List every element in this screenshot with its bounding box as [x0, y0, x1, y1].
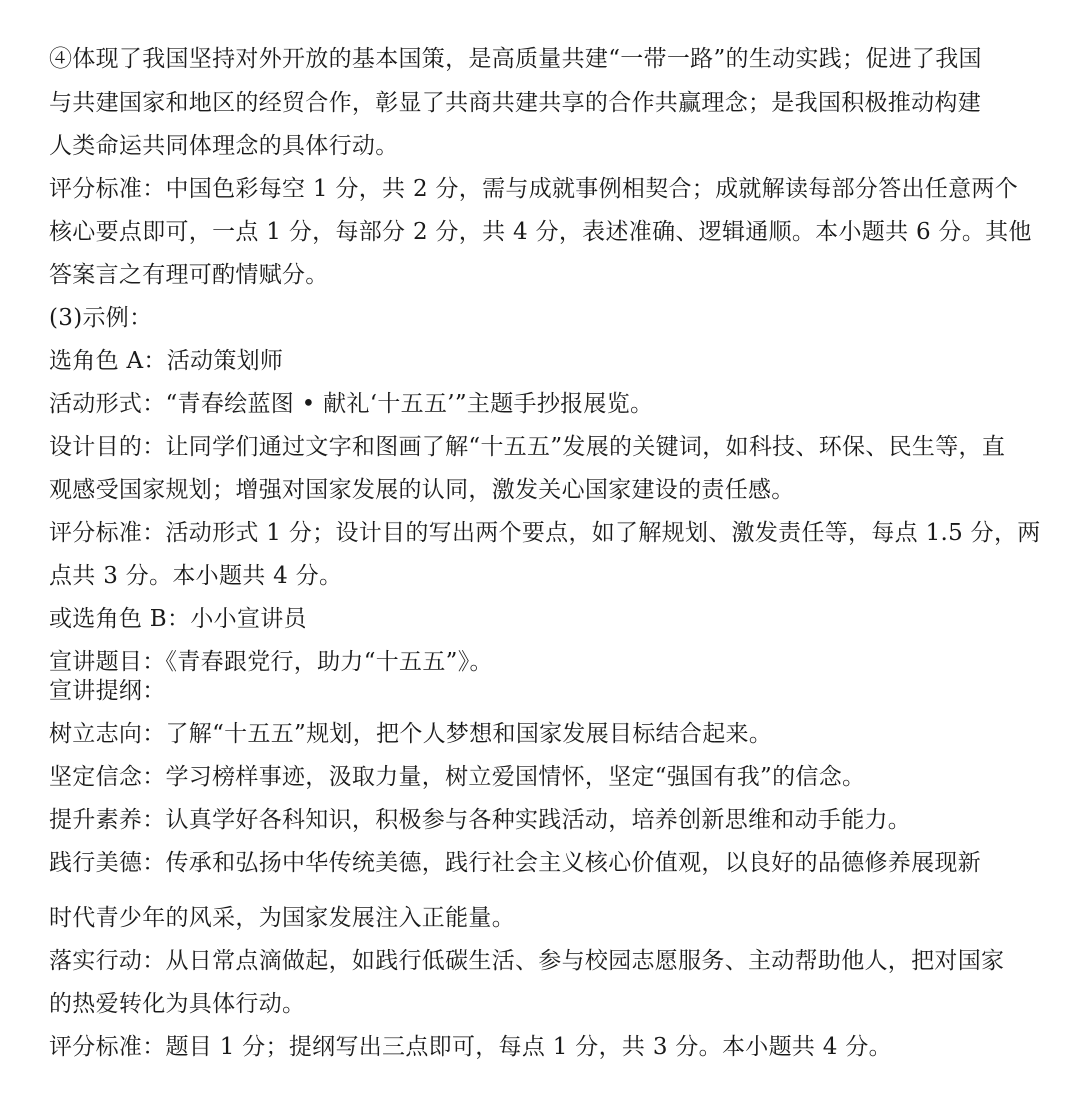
text-line: ④体现了我国坚持对外开放的基本国策，是高质量共建“一带一路”的生动实践；促进了我国 [49, 46, 982, 72]
section-heading: (3)示例： [49, 305, 153, 331]
text-line: 践行美德：传承和弘扬中华传统美德，践行社会主义核心价值观，以良好的品德修养展现新 [49, 850, 981, 876]
text-line: 评分标准：中国色彩每空 1 分，共 2 分，需与成就事例相契合；成就解读每部分答出任意两个 [49, 176, 1019, 202]
text-line: 与共建国家和地区的经贸合作，彰显了共商共建共享的合作共赢理念；是我国积极推动构建 [49, 90, 981, 116]
text-line: 核心要点即可，一点 1 分，每部分 2 分，共 4 分，表述准确、逻辑通顺。本小题共 6 分。其他 [49, 219, 1032, 245]
text-line: 答案言之有理可酌情赋分。 [49, 262, 329, 288]
text-line: 选角色 A：活动策划师 [49, 348, 284, 374]
text-line: 活动形式：“青春绘蓝图 • 献礼‘十五五’”主题手抄报展览。 [49, 391, 654, 417]
text-line: 落实行动：从日常点滴做起，如践行低碳生活、参与校园志愿服务、主动帮助他人，把对国家 [49, 948, 1005, 974]
text-line: 的热爱转化为具体行动。 [49, 991, 306, 1017]
text-line: 评分标准：题目 1 分；提纲写出三点即可，每点 1 分，共 3 分。本小题共 4 分。 [49, 1034, 892, 1060]
text-line: 点共 3 分。本小题共 4 分。 [49, 563, 343, 589]
text-line: 宣讲题目：《青春跟党行，助力“十五五”》。 [49, 649, 493, 675]
text-line: 时代青少年的风采，为国家发展注入正能量。 [49, 905, 515, 931]
text-line: 或选角色 B：小小宣讲员 [49, 606, 307, 632]
text-line: 人类命运共同体理念的具体行动。 [49, 133, 399, 159]
text-line: 提升素养：认真学好各科知识，积极参与各种实践活动，培养创新思维和动手能力。 [49, 807, 912, 833]
text-line: 树立志向：了解“十五五”规划，把个人梦想和国家发展目标结合起来。 [49, 721, 773, 747]
text-line: 设计目的：让同学们通过文字和图画了解“十五五”发展的关键词，如科技、环保、民生等，直 [49, 434, 1006, 460]
text-line: 宣讲提纲： [49, 678, 166, 704]
text-line: 坚定信念：学习榜样事迹，汲取力量，树立爱国情怀，坚定“强国有我”的信念。 [49, 764, 866, 790]
text-line: 观感受国家规划；增强对国家发展的认同，激发关心国家建设的责任感。 [49, 477, 795, 503]
text-line: 评分标准：活动形式 1 分；设计目的写出两个要点，如了解规划、激发责任等，每点 1.5 分，两 [49, 520, 1041, 546]
